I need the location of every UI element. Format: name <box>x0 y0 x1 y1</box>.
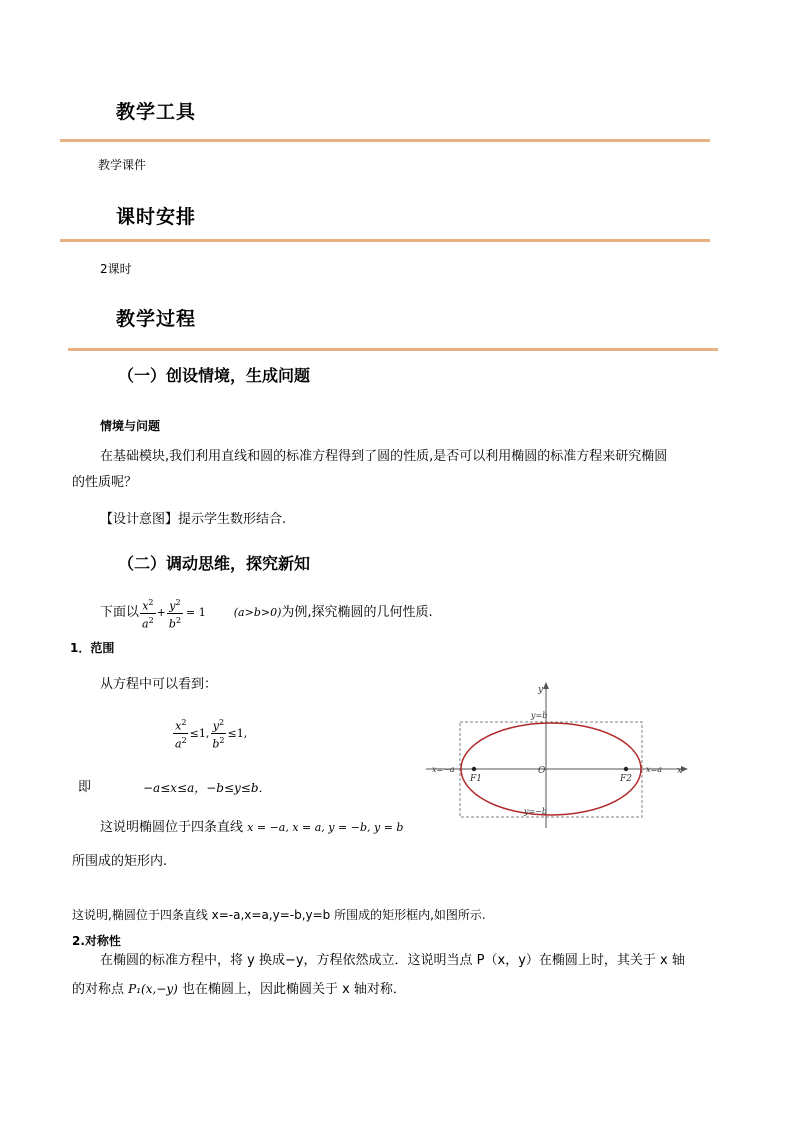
top-line-label: y=b <box>531 711 548 720</box>
range-expl-prefix: 这说明椭圆位于四条直线 <box>100 820 244 835</box>
right-line-label: x=a <box>646 765 662 774</box>
symmetry-heading: 2.对称性 <box>72 934 121 948</box>
intro-condition: (a>b>0) <box>233 606 282 620</box>
focus-f2-point <box>624 767 628 771</box>
section-divider <box>60 139 710 142</box>
design-intent-tag: 【设计意图】 <box>100 512 179 527</box>
origin-label: O <box>538 766 546 776</box>
symmetry-line2-suffix: 也在椭圆上，因此椭圆关于 x 轴对称． <box>181 982 406 997</box>
symmetry-point: P₁(x,−y) <box>128 982 178 996</box>
focus-f1-point <box>472 767 476 771</box>
design-intent <box>100 511 286 529</box>
schedule-content: 2课时 <box>100 262 132 276</box>
bottom-line-label: y=−b <box>524 807 548 816</box>
section-divider <box>60 239 710 242</box>
focus-f2-label: F2 <box>620 774 632 784</box>
ellipse-equation-intro <box>100 596 433 630</box>
section-heading-schedule: 课时安排 <box>116 206 197 228</box>
ellipse-standard-equation: $\frac{x^2}{a^2}$ + $\frac{y^2}{b^2}$ = 1 <box>142 598 206 631</box>
y-axis-label: y <box>538 685 544 695</box>
ellipse-figure <box>420 680 700 830</box>
part1-paragraph-line2: 的性质呢？ <box>72 475 138 490</box>
section-heading-process: 教学过程 <box>116 308 197 330</box>
range-summary: 这说明,椭圆位于四条直线 x=-a,x=a,y=-b,y=b 所围成的矩形框内,如图所示. <box>72 908 486 922</box>
left-line-label: x=−a <box>432 765 455 774</box>
intro-prefix: 下面以 <box>100 605 140 621</box>
range-expl-lines: x = −a, x = a, y = −b, y = b <box>247 821 404 834</box>
range-intro: 从方程中可以看到： <box>100 677 218 692</box>
symmetry-line1: 在椭圆的标准方程中，将 y 换成−y，方程依然成立．这说明当点 P（x，y）在椭圆上时，其关于 x 轴 <box>100 953 685 968</box>
range-explanation-line2: 所围成的矩形内. <box>72 854 168 869</box>
symmetry-line2-prefix: 的对称点 <box>72 982 125 997</box>
range-ji: 即 <box>78 780 92 795</box>
range-explanation-line1 <box>100 819 403 837</box>
section-heading-tools: 教学工具 <box>116 101 197 123</box>
range-inequality: −a≤x≤a，−b≤y≤b． <box>143 781 271 795</box>
section-divider <box>68 348 718 351</box>
tools-content: 教学课件 <box>98 158 147 172</box>
range-heading: 1．范围 <box>70 641 115 655</box>
y-axis-arrow-icon <box>543 682 549 689</box>
part1-subheading: 情境与问题 <box>100 419 161 433</box>
design-intent-text: 提示学生数形结合. <box>178 512 287 527</box>
intro-suffix: 为例,探究椭圆的几何性质. <box>281 605 433 621</box>
part1-paragraph-line1: 在基础模块,我们利用直线和圆的标准方程得到了圆的性质,是否可以利用椭圆的标准方程来研究椭圆 <box>100 449 668 464</box>
part2-heading: （二）调动思维，探究新知 <box>118 554 311 573</box>
range-inequality-fractions: $\frac{x^2}{a^2}$ ≤1, $\frac{y^2}{b^2}$ ≤1, <box>175 718 248 751</box>
focus-f1-label: F1 <box>470 774 482 784</box>
symmetry-line2 <box>72 980 406 999</box>
x-axis-label: x <box>677 766 683 776</box>
part1-heading: （一）创设情境，生成问题 <box>118 366 311 385</box>
